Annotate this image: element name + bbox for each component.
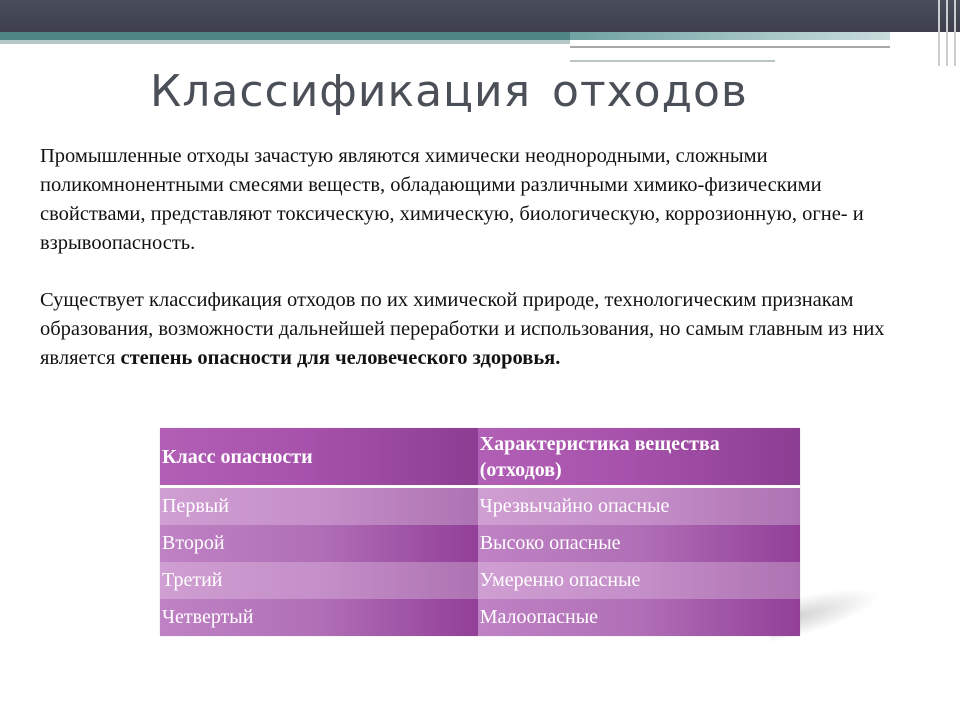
divider-line (0, 40, 570, 44)
divider-line (570, 60, 775, 62)
column-header: Класс опасности (160, 428, 478, 487)
slide-title: Классификация отходов (150, 66, 748, 117)
paragraph-classification (40, 286, 920, 373)
table-cell: Третий (160, 562, 478, 599)
table-cell: Второй (160, 525, 478, 562)
divider-line (570, 46, 890, 48)
accent-stripe-fade (570, 32, 890, 40)
paragraph-intro: Промышленные отходы зачастую являются химически неоднородными, сложными поликомнонентными смесями веществ, обладающими различными химико-физическими свойствами, представляют токсическую, химическую, биологическую, коррозионную, огне- и взрывоопасность. (40, 145, 864, 254)
column-header: Характеристика вещества (отходов) (478, 428, 800, 487)
table-cell: Первый (160, 487, 478, 526)
table-cell: Малоопасные (478, 599, 800, 636)
table-cell: Высоко опасные (478, 525, 800, 562)
table-row (160, 599, 800, 636)
accent-stripe (0, 32, 570, 40)
table-header-row (160, 428, 800, 487)
table-row (160, 562, 800, 599)
table-row (160, 487, 800, 526)
top-decoration-bar (0, 0, 960, 32)
paragraph-emphasis: степень опасности для человеческого здоровья. (120, 347, 561, 369)
table-row (160, 525, 800, 562)
table-cell: Умеренно опасные (478, 562, 800, 599)
paragraph-text: Существует классификация отходов по их химической природе, технологическим признакам образования, возможности дальнейшей переработки и использования, но самым главным из них является (40, 289, 885, 369)
table-cell: Четвертый (160, 599, 478, 636)
corner-decoration (930, 0, 960, 66)
table-cell: Чрезвычайно опасные (478, 487, 800, 526)
hazard-class-table (160, 428, 800, 636)
